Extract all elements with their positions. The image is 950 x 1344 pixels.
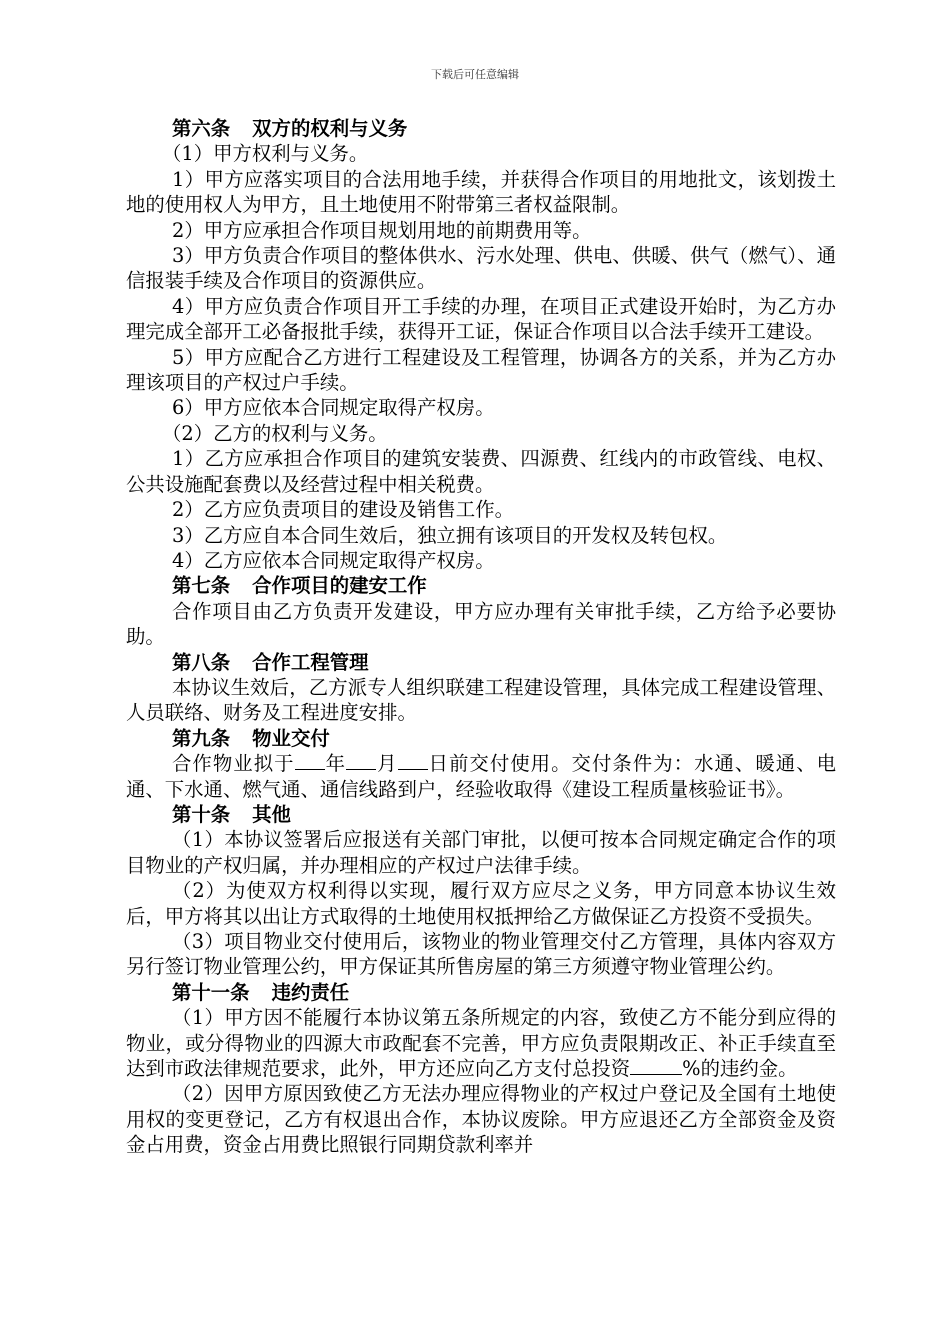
paragraph: 4）甲方应负责合作项目开工手续的办理，在项目正式建设开始时，为乙方办理完成全部开工必备报批手续，获得开工证，保证合作项目以合法手续开工建设。: [126, 294, 836, 344]
blank-line: [346, 751, 376, 770]
page-header: 下载后可任意编辑: [431, 68, 519, 81]
article-8-heading: 第八条 合作工程管理: [172, 650, 369, 674]
document-body: [126, 116, 836, 1158]
paragraph: 合作物业拟于 年 月 日前交付使用。交付条件为：水通、暖通、电通、下水通、燃气通、通信线路到户，经验收取得《建设工程质量核验证书》。: [126, 752, 837, 801]
paragraph: 3）甲方负责合作项目的整体供水、污水处理、供电、供暖、供气（燃气）、通信报装手续及合作项目的资源供应。: [126, 244, 836, 293]
paragraph: （1）甲方权利与义务。: [162, 142, 369, 166]
paragraph: 5）甲方应配合乙方进行工程建设及工程管理，协调各方的关系，并为乙方办理该项目的产权过户手续。: [126, 345, 836, 395]
paragraph: 1）甲方应落实项目的合法用地手续，并获得合作项目的用地批文，该划拨土地的使用权人为甲方，且土地使用不附带第三者权益限制。: [126, 167, 836, 217]
paragraph: （1）本协议签署后应报送有关部门审批，以便可按本合同规定确定合作的项目物业的产权归属，并办理相应的产权过户法律手续。: [126, 828, 836, 877]
paragraph: （2）因甲方原因致使乙方无法办理应得物业的产权过户登记及全国有土地使用权的变更登记，乙方有权退出合作，本协议废除。甲方应退还乙方全部资金及资金占用费，资金占用费比照银行同期贷款利率并: [126, 1082, 836, 1157]
paragraph: （2）乙方的权利与义务。: [162, 421, 388, 445]
blank-line: [295, 751, 325, 770]
paragraph: 本协议生效后，乙方派专人组织联建工程建设管理，具体完成工程建设管理、人员联络、财务及工程进度安排。: [126, 675, 836, 725]
article-9-heading: 第九条 物业交付: [172, 726, 330, 750]
paragraph: （3）项目物业交付使用后，该物业的物业管理交付乙方管理，具体内容双方另行签订物业管理公约，甲方保证其所售房屋的第三方须遵守物业管理公约。: [126, 930, 836, 979]
article-10-heading: 第十条 其他: [172, 802, 291, 826]
paragraph: 4）乙方应依本合同规定取得产权房。: [172, 548, 495, 572]
paragraph: 6）甲方应依本合同规定取得产权房。: [172, 396, 495, 420]
paragraph: 1）乙方应承担合作项目的建筑安装费、四源费、红线内的市政管线、电权、公共设施配套费以及经营过程中相关税费。: [126, 447, 836, 496]
paragraph: 合作项目由乙方负责开发建设，甲方应办理有关审批手续，乙方给予必要协助。: [126, 599, 836, 649]
paragraph: （1）甲方因不能履行本协议第五条所规定的内容，致使乙方不能分到应得的物业，或分得物业的四源大市政配套不完善，甲方应负责限期改正、补正手续直至达到市政法律规范要求，此外，甲方还应向乙方支付总投资 %的违约金。: [126, 1006, 836, 1081]
article-6-heading: 第六条 双方的权利与义务: [172, 117, 408, 140]
blank-line: [630, 1056, 682, 1075]
paragraph: 2）乙方应负责项目的建设及销售工作。: [172, 498, 514, 522]
paragraph: 2）甲方应承担合作项目规划用地的前期费用等。: [172, 218, 592, 242]
blank-line: [398, 751, 428, 770]
article-11-heading: 第十一条 违约责任: [172, 980, 350, 1004]
article-7-heading: 第七条 合作项目的建安工作: [172, 574, 427, 598]
paragraph: （2）为使双方权利得以实现，履行双方应尽之义务，甲方同意本协议生效后，甲方将其以出让方式取得的土地使用权抵押给乙方做保证乙方投资不受损失。: [126, 879, 836, 928]
paragraph: 3）乙方应自本合同生效后，独立拥有该项目的开发权及转包权。: [172, 523, 728, 547]
